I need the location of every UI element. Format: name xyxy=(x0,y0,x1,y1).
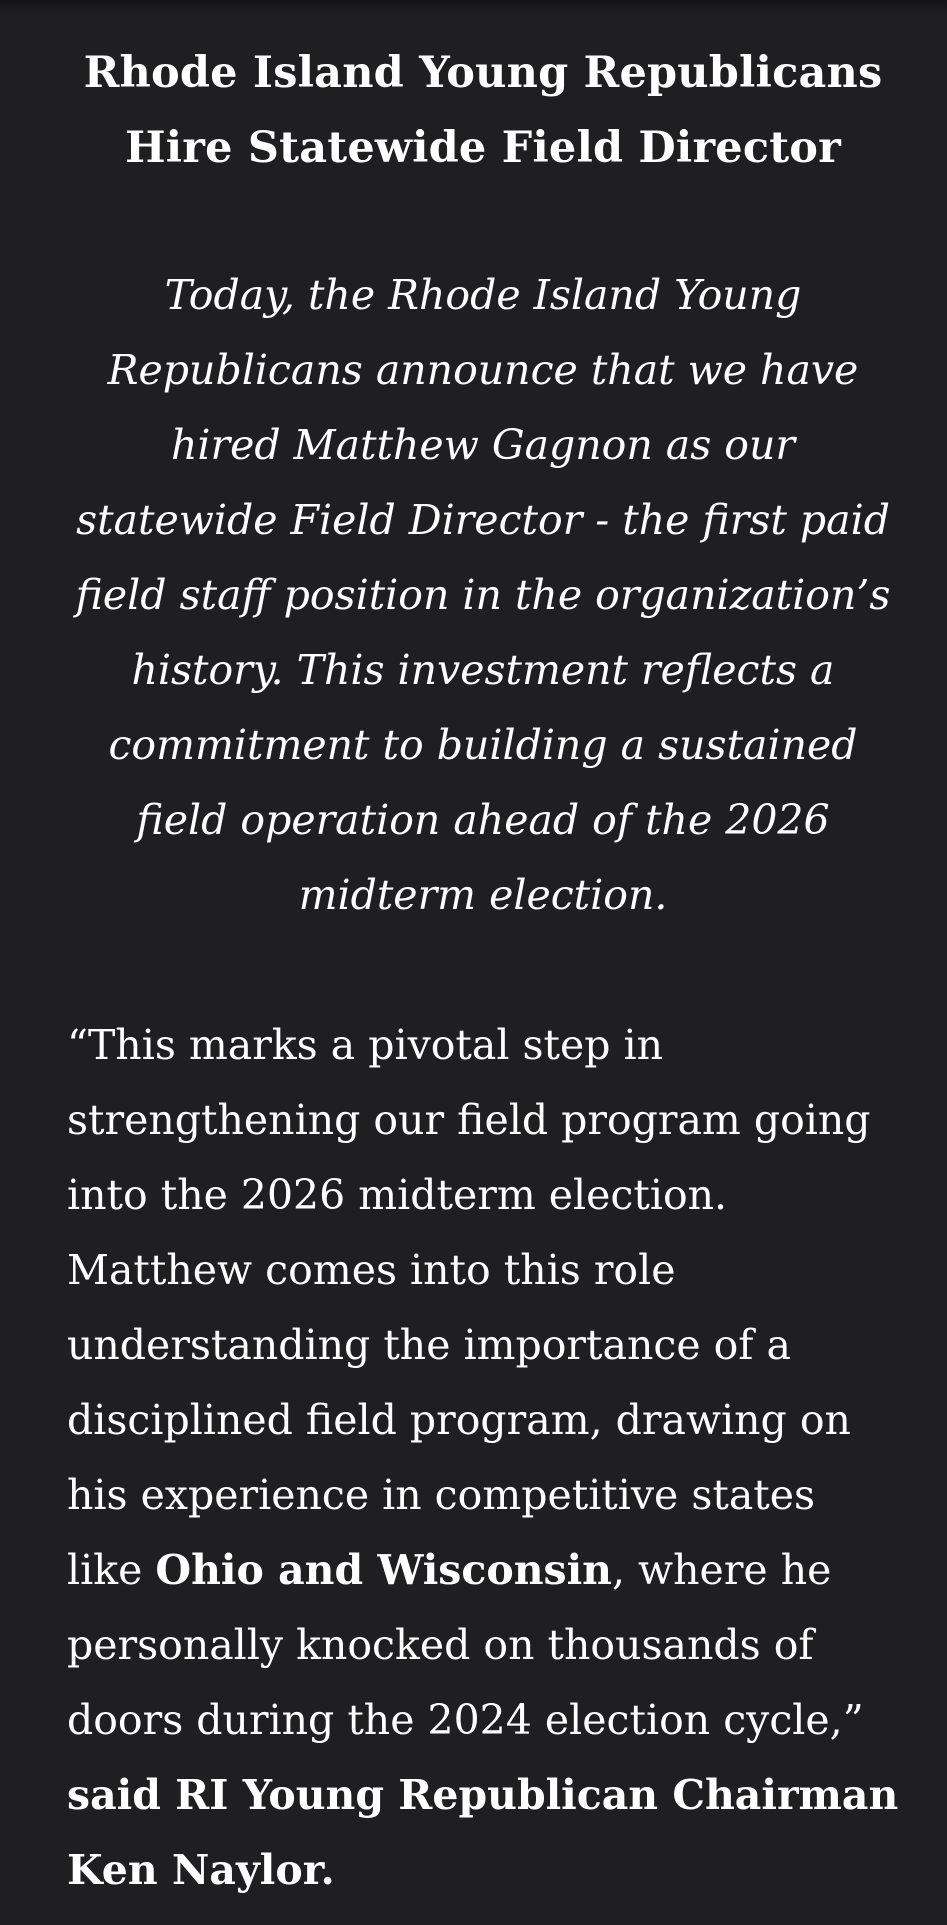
article-body xyxy=(67,0,899,1908)
quote-attribution: said RI Young Republican Chairman Ken Naylor. xyxy=(67,1771,899,1894)
quote-text-part2: , where he personally knocked on thousands of doors during the 2024 election cycle,” xyxy=(67,1546,864,1744)
quote-text-part1: “This marks a pivotal step in strengthening our field program going into the 2026 midterm election. Matthew comes into this role understanding the importance of a disciplined field program, drawing on his experience in competitive states like xyxy=(67,1021,871,1594)
article-headline: Rhode Island Young Republicans Hire Statewide Field Director xyxy=(83,48,883,173)
article-lede: Today, the Rhode Island Young Republicans announce that we have hired Matthew Gagnon as our statewide Field Director - the first paid field staff position in the organization’s history. This investment reflects a commitment to building a sustained field operation ahead of the 2026 midterm election. xyxy=(75,271,891,919)
quote-bold-states: Ohio and Wisconsin xyxy=(155,1546,612,1594)
chairman-quote xyxy=(67,1008,899,1908)
